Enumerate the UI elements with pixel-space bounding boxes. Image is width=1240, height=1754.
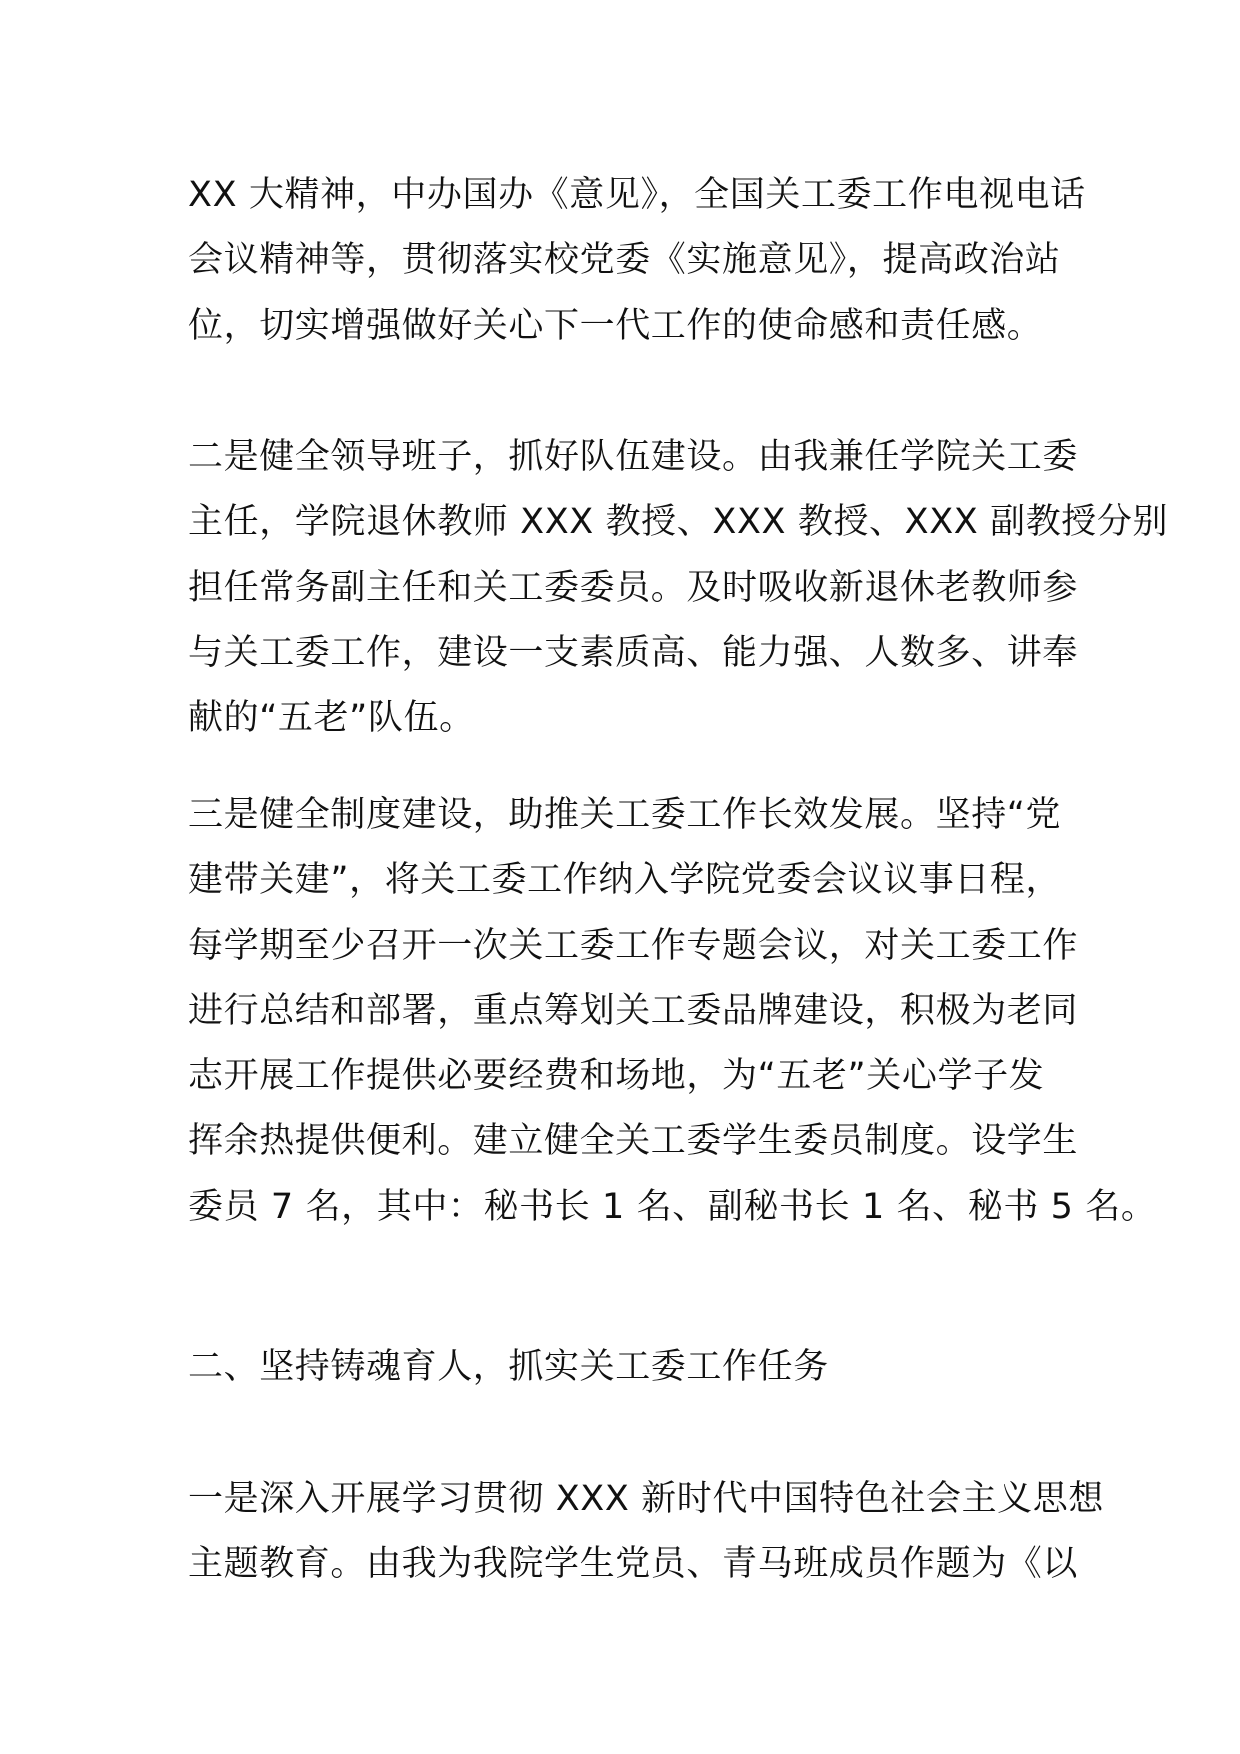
text-line: 献的“五老”队伍。: [188, 698, 475, 739]
heading-line: 二、坚持铸魂育人，抓实关工委工作任务: [188, 1347, 829, 1387]
paragraph-theme-education: [188, 1467, 1104, 1598]
text-line: 三是健全制度建设，助推关工委工作长效发展。坚持“党: [188, 795, 1062, 835]
paragraph-leadership-team: [188, 425, 1169, 751]
paragraph-study-spirit: [188, 163, 1086, 359]
text-line: 与关工委工作，建设一支素质高、能力强、人数多、讲奉: [188, 632, 1079, 673]
text-line: 一是深入开展学习贯彻 XXX 新时代中国特色社会主义思想: [188, 1479, 1104, 1519]
text-line: 主任，学院退休教师 XXX 教授、XXX 教授、XXX 副教授分别: [188, 502, 1169, 543]
text-line: 志开展工作提供必要经费和场地，为“五老”关心学子发: [188, 1056, 1045, 1097]
text-line: 担任常务副主任和关工委委员。及时吸收新退休老教师参: [188, 567, 1079, 608]
text-line: XX 大精神，中办国办《意见》，全国关工委工作电视电话: [188, 175, 1086, 215]
text-line: 进行总结和部署，重点筹划关工委品牌建设，积极为老同: [188, 990, 1079, 1031]
text-line: 位，切实增强做好关心下一代工作的使命感和责任感。: [188, 305, 1043, 346]
text-line: 建带关建”，将关工委工作纳入学院党委会议议事日程，: [188, 860, 1062, 901]
text-line: 会议精神等，贯彻落实校党委《实施意见》，提高政治站: [188, 240, 1061, 281]
text-line: 委员 7 名，其中：秘书长 1 名、副秘书长 1 名、秘书 5 名。: [188, 1186, 1157, 1227]
text-line: 二是健全领导班子，抓好队伍建设。由我兼任学院关工委: [188, 437, 1079, 477]
text-line: 主题教育。由我为我院学生党员、青马班成员作题为《以: [188, 1544, 1079, 1585]
text-line: 挥余热提供便利。建立健全关工委学生委员制度。设学生: [188, 1121, 1079, 1162]
paragraph-system-building: [188, 783, 1157, 1240]
section-heading: [188, 1335, 1058, 1400]
text-line: 每学期至少召开一次关工委工作专题会议，对关工委工作: [188, 925, 1079, 966]
